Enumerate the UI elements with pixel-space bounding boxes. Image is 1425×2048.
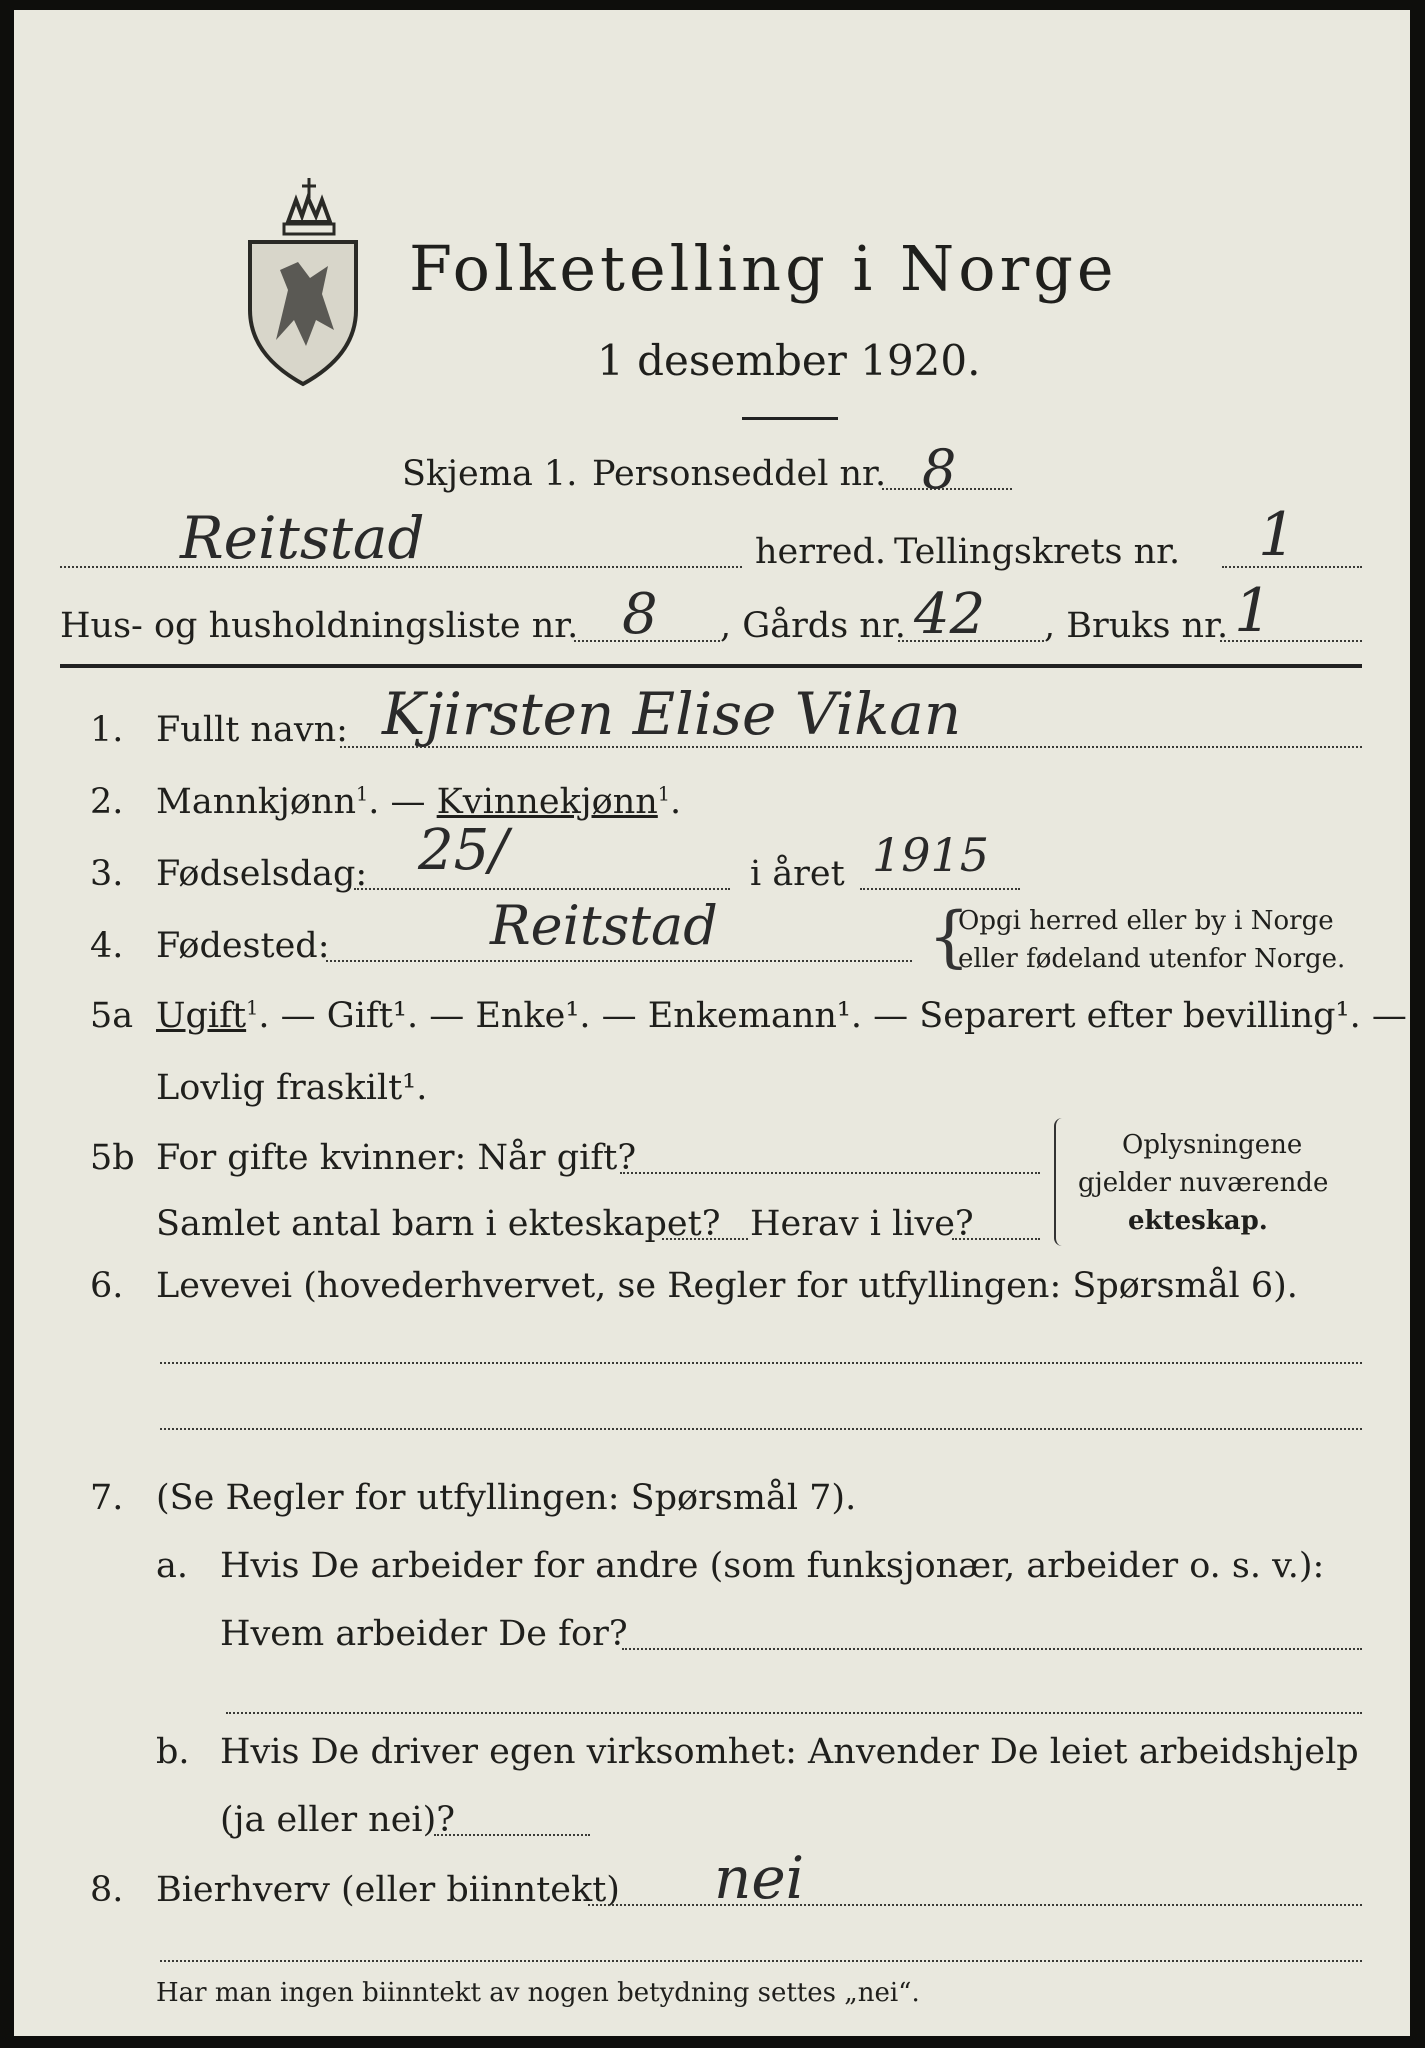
- q3-year-label: i året: [750, 854, 845, 894]
- gards-value: 42: [914, 582, 986, 647]
- q5b-note-1: Oplysningene: [1122, 1130, 1303, 1160]
- gards-label: , Gårds nr.: [720, 606, 906, 646]
- q8-label: Bierhverv (eller biinntekt): [156, 1870, 620, 1910]
- q4-label: Fødested:: [156, 926, 330, 966]
- q3-year-line: [860, 888, 1020, 890]
- census-date: 1 desember 1920.: [597, 336, 981, 385]
- q8-number: 8.: [90, 1870, 124, 1910]
- personseddel-value: 8: [922, 438, 957, 501]
- q7b-line2: (ja eller nei)?: [220, 1800, 456, 1840]
- q3-line: [354, 888, 730, 890]
- q8-line: [588, 1904, 1362, 1906]
- title-divider: [742, 417, 838, 420]
- q7a-label: Hvis De arbeider for andre (som funksjonær, arbeider o. s. v.):: [220, 1546, 1325, 1586]
- q4-value: Reitstad: [490, 894, 718, 957]
- q7b-letter: b.: [156, 1732, 190, 1772]
- q5a-other-options: . — Gift¹. — Enke¹. — Enkemann¹. — Separert efter bevilling¹. —: [258, 996, 1407, 1036]
- personseddel-label: Personseddel nr.: [592, 454, 887, 494]
- q5a-line2: Lovlig fraskilt¹.: [156, 1068, 428, 1108]
- q5b-herav-line: [952, 1238, 1040, 1240]
- q2-separator: . —: [368, 782, 437, 822]
- page-title: Folketelling i Norge: [409, 232, 1118, 305]
- q6-line-1: [160, 1362, 1362, 1364]
- coat-of-arms-icon: [236, 170, 366, 390]
- q6-label: Levevei (hovederhvervet, se Regler for utfyllingen: Spørsmål 6).: [156, 1266, 1298, 1306]
- q5a-ugift: Ugift: [156, 996, 247, 1036]
- q4-number: 4.: [90, 926, 124, 966]
- tellingskrets-value: 1: [1258, 500, 1297, 570]
- q5b-label: For gifte kvinner: Når gift?: [156, 1138, 637, 1178]
- skjema-label: Skjema 1.: [402, 454, 578, 494]
- q6-line-2: [160, 1428, 1362, 1430]
- q7-number: 7.: [90, 1478, 124, 1518]
- q2-male: Mannkjønn$^1$. — Kvinnekjønn$^1$.: [156, 782, 682, 822]
- q8-line-extra: [160, 1960, 1362, 1962]
- header-rule: [60, 664, 1362, 668]
- herred-value: Reitstad: [180, 504, 425, 572]
- q3-year-value: 1915: [872, 828, 990, 882]
- q3-value: 25/: [418, 818, 509, 883]
- bruks-label: , Bruks nr.: [1044, 606, 1229, 646]
- q5b-herav: Herav i live?: [750, 1204, 974, 1244]
- q5a-number: 5a: [90, 996, 134, 1036]
- herred-label: herred.: [755, 532, 886, 572]
- q5b-bracket: [1054, 1118, 1066, 1246]
- q5b-barn-line: [662, 1238, 748, 1240]
- q7a-letter: a.: [156, 1546, 188, 1586]
- hus-label: Hus- og husholdningsliste nr.: [60, 606, 579, 646]
- q6-number: 6.: [90, 1266, 124, 1306]
- q1-label: Fullt navn:: [156, 710, 348, 750]
- q5b-gift-line: [620, 1172, 1040, 1174]
- q8-value: nei: [714, 1844, 805, 1912]
- census-form: [14, 10, 1410, 2036]
- q7-label: (Se Regler for utfyllingen: Spørsmål 7).: [156, 1478, 857, 1518]
- q1-value: Kjirsten Elise Vikan: [382, 680, 962, 748]
- bruks-value: 1: [1234, 576, 1273, 646]
- tellingskrets-label: Tellingskrets nr.: [894, 532, 1181, 572]
- q2-male-label: Mannkjønn: [156, 782, 357, 822]
- q5b-note-3: ekteskap.: [1128, 1206, 1268, 1236]
- q2-number: 2.: [90, 782, 124, 822]
- q7a-line-extra: [226, 1712, 1362, 1714]
- hus-value: 8: [622, 582, 658, 647]
- q2-female-label: Kvinnekjønn: [436, 782, 658, 822]
- q7a-line: [622, 1648, 1362, 1650]
- q4-note-1: Opgi herred eller by i Norge: [958, 906, 1334, 936]
- q5b-line2: Samlet antal barn i ekteskapet?: [156, 1204, 721, 1244]
- q4-note-2: eller fødeland utenfor Norge.: [958, 944, 1346, 974]
- q7b-line: [434, 1834, 590, 1836]
- q7a-line2: Hvem arbeider De for?: [220, 1614, 628, 1654]
- q5b-number: 5b: [90, 1138, 135, 1178]
- q3-number: 3.: [90, 854, 124, 894]
- q4-brace: {: [928, 898, 970, 975]
- q3-label: Fødselsdag:: [156, 854, 368, 894]
- q1-number: 1.: [90, 710, 124, 750]
- q4-line: [326, 960, 912, 962]
- q7b-label: Hvis De driver egen virksomhet: Anvender De leiet arbeidshjelp: [220, 1732, 1359, 1772]
- q5b-note-2: gjelder nuværende: [1078, 1168, 1329, 1198]
- footer-note: Har man ingen biinntekt av nogen betydning settes „nei“.: [156, 1978, 920, 2008]
- q5a-options: Ugift$^1$. — Gift¹. — Enke¹. — Enkemann¹. — Separert efter bevilling¹. —: [156, 996, 1407, 1036]
